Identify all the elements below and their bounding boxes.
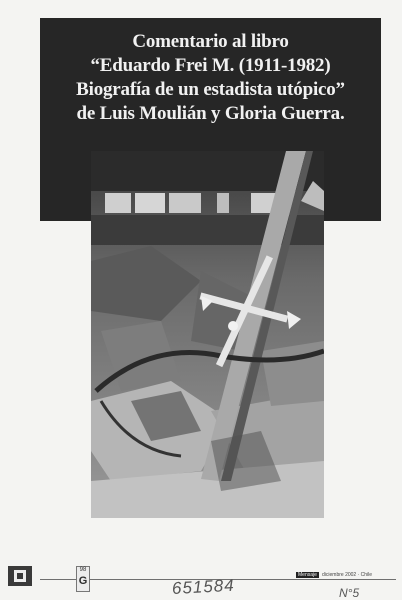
page-title [40,30,381,126]
handwritten-issue-note: N°5 [339,586,360,600]
page-number: 98 [79,567,87,573]
journal-tag: Mensaje [298,572,317,578]
handwritten-catalog-number: 651584 [171,575,236,598]
title-line-4: de Luis Moulián y Gloria Guerra. [76,103,345,124]
journal-info: diciembre 2002 · Chile [322,572,373,578]
wrecked-crucifix-photo [91,151,324,518]
title-line-1: Comentario al libro [132,31,289,52]
cover-photo [91,151,324,518]
title-line-2: “Eduardo Frei M. (1911-1982) [90,55,331,76]
section-letter: G [78,575,88,587]
title-line-3: Biografía de un estadista utópico” [76,79,345,100]
publisher-logo-icon [8,566,32,586]
